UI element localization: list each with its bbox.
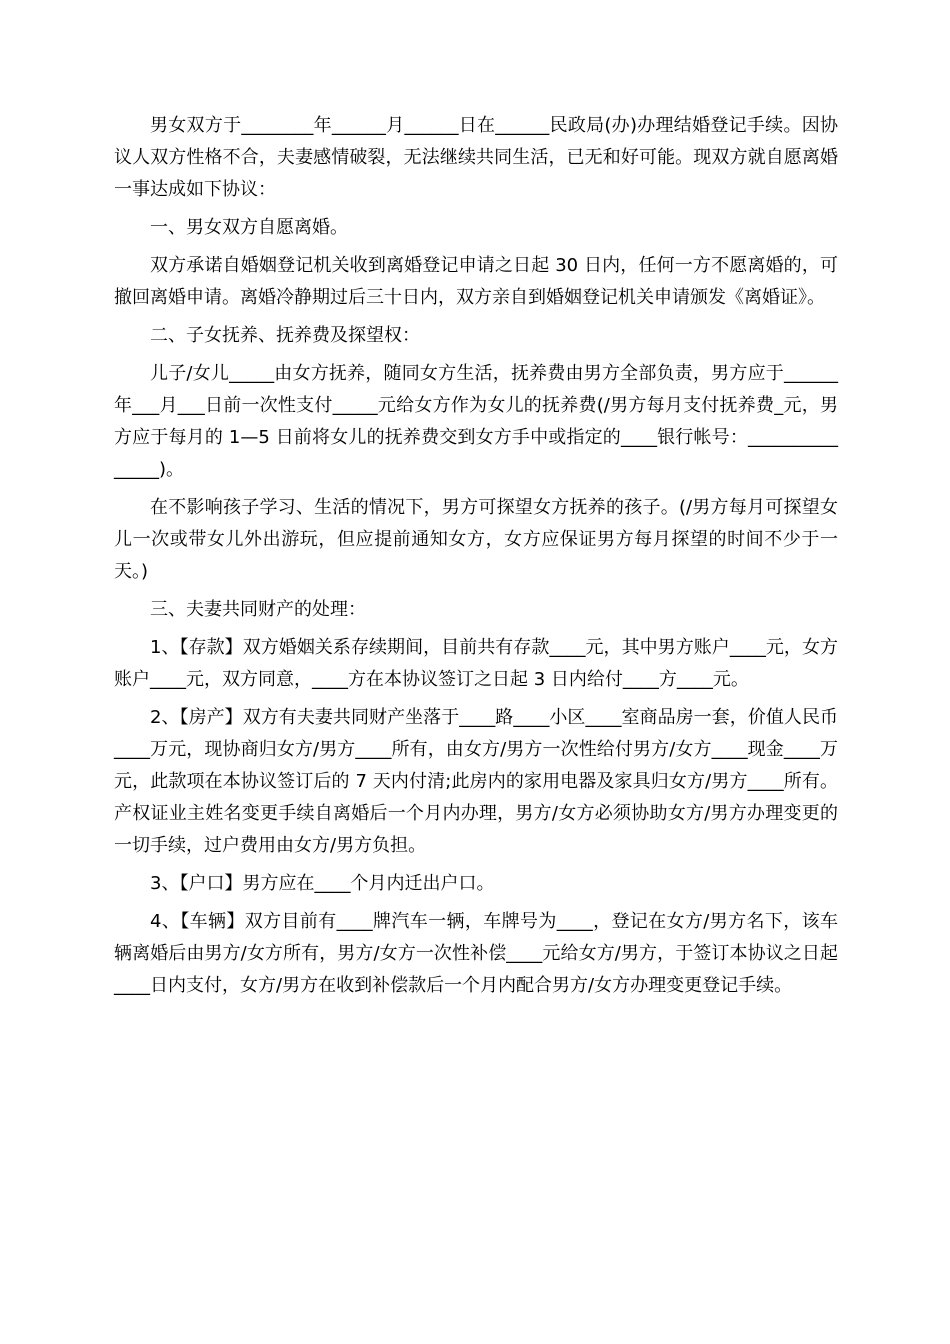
vehicle-paragraph: 4、【车辆】双方目前有____牌汽车一辆，车牌号为____，登记在女方/男方名下，该车辆离婚后由男方/女方所有，男方/女方一次性补偿____元给女方/男方，于签订本协议之日起____日内支付，女方/男方在收到补偿款后一个月内配合男方/女方办理变更登记手续。 (114, 911, 838, 996)
real-estate-paragraph: 2、【房产】双方有夫妻共同财产坐落于____路____小区____室商品房一套，价值人民币____万元，现协商归女方/男方____所有，由女方/男方一次性给付男方/女方____现金____万元，此款项在本协议签订后的 7 天内付清;此房内的家用电器及家具归女方/男方____所有。产权证业主姓名变更手续自离婚后一个月内办理，男方/女方必须协助女方/男方办理变更的一切手续，过户费用由女方/男方负担。 (114, 707, 838, 856)
section-heading-property: 三、夫妻共同财产的处理： (150, 599, 366, 620)
visitation-paragraph: 在不影响孩子学习、生活的情况下，男方可探望女方抚养的孩子。(/男方每月可探望女儿一次或带女儿外出游玩，但应提前通知女方，女方应保证男方每月探望的时间不少于一天。) (114, 497, 838, 582)
cooling-off-paragraph: 双方承诺自婚姻登记机关收到离婚登记申请之日起 30 日内，任何一方不愿离婚的，可撤回离婚申请。离婚冷静期过后三十日内，双方亲自到婚姻登记机关申请颁发《离婚证》。 (114, 255, 838, 308)
agreement-body (114, 110, 838, 1008)
household-registration-paragraph: 3、【户口】男方应在____个月内迁出户口。 (150, 873, 495, 894)
deposit-paragraph: 1、【存款】双方婚姻关系存续期间，目前共有存款____元，其中男方账户____元，女方账户____元，双方同意，____方在本协议签订之日起 3 日内给付____方____元。 (114, 637, 838, 690)
section-heading-child-custody: 二、子女抚养、抚养费及探望权： (150, 325, 420, 346)
intro-paragraph: 男女双方于________年______月______日在______民政局(办)办理结婚登记手续。因协议人双方性格不合，夫妻感情破裂，无法继续共同生活，已无和好可能。现双方就自愿离婚一事达成如下协议： (114, 115, 838, 200)
section-heading-voluntary-divorce: 一、男女双方自愿离婚。 (150, 217, 348, 238)
child-support-paragraph: 儿子/女儿_____由女方抚养，随同女方生活，抚养费由男方全部负责，男方应于______年___月___日前一次性支付_____元给女方作为女儿的抚养费(/男方每月支付抚养费_元，男方应于每月的 1—5 日前将女儿的抚养费交到女方手中或指定的____银行帐号：_______________)。 (114, 363, 838, 480)
